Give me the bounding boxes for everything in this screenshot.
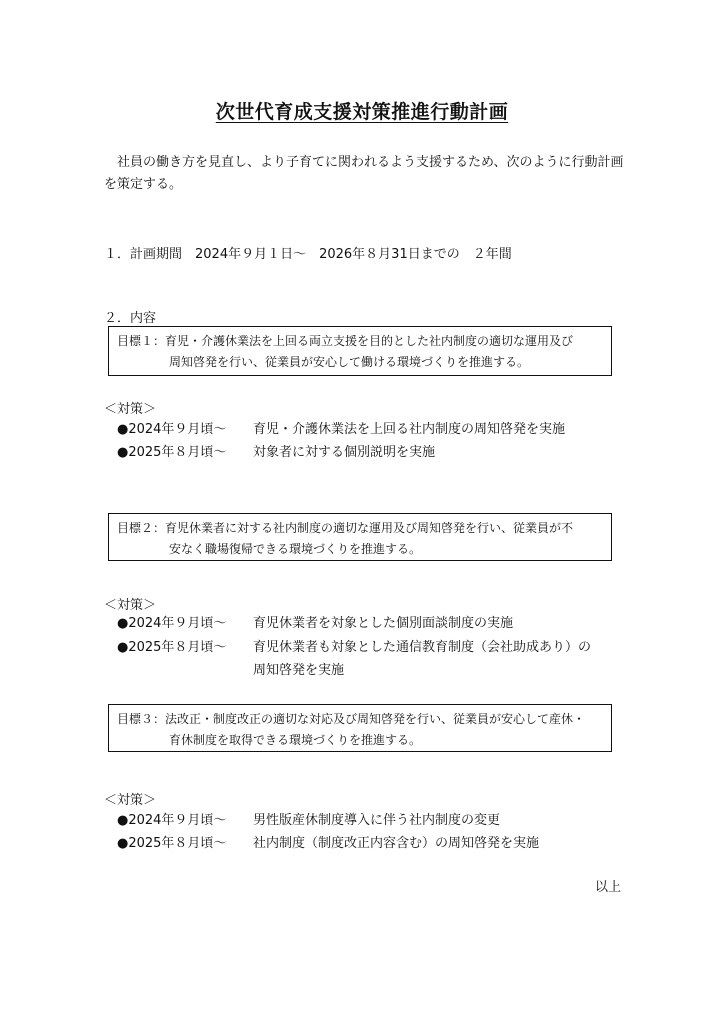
goal-1-line-1: 目標１：育児・介護休業法を上回る両立支援を目的とした社内制度の適切な運用及び [117, 334, 574, 348]
measure-2-2 [117, 636, 591, 655]
closing-text: 以上 [594, 880, 621, 895]
measure-date: ●2024年９月頃～ [117, 813, 227, 828]
measure-text: 社内制度（制度改正内容含む）の周知啓発を実施 [253, 836, 540, 851]
goal-2-line-2: 安なく職場復帰できる環境づくりを推進する。 [169, 542, 422, 556]
content-heading: ２．内容 [104, 311, 157, 326]
goal-3-line-1: 目標３：法改正・制度改正の適切な対応及び周知啓発を行い、従業員が安心して産休・ [117, 712, 586, 726]
measure-1-1 [117, 418, 565, 437]
measure-date: ●2025年８月頃～ [117, 640, 227, 655]
measure-text: 育児・介護休業法を上回る社内制度の周知啓発を実施 [253, 422, 566, 437]
measure-2-1 [117, 612, 513, 631]
measures-heading-3: ＜対策＞ [104, 793, 157, 808]
measure-1-2 [117, 441, 435, 460]
measure-date: ●2025年８月頃～ [117, 445, 227, 460]
goal-3-line-2: 育休制度を取得できる環境づくりを推進する。 [169, 733, 422, 747]
goal-box-3 [108, 704, 612, 752]
measures-heading-2: ＜対策＞ [104, 598, 157, 613]
measure-text: 育児休業者を対象とした個別面談制度の実施 [253, 616, 514, 631]
measure-2-2-continuation: 周知啓発を実施 [253, 663, 345, 678]
measure-date: ●2024年９月頃～ [117, 616, 227, 631]
measure-text: 対象者に対する個別説明を実施 [253, 445, 436, 460]
document-title: 次世代育成支援対策推進行動計画 [215, 101, 509, 123]
measure-text: 育児休業者も対象とした通信教育制度（会社助成あり）の [253, 640, 592, 655]
goal-box-1 [108, 326, 612, 376]
measures-heading-1: ＜対策＞ [104, 402, 157, 417]
plan-period: １．計画期間 2024年９月１日～ 2026年８月31日までの ２年間 [104, 247, 512, 262]
goal-box-2 [108, 513, 612, 561]
measure-3-2 [117, 832, 539, 851]
goal-2-line-1: 目標２：育児休業者に対する社内制度の適切な運用及び周知啓発を行い、従業員が不 [117, 521, 574, 535]
measure-date: ●2025年８月頃～ [117, 836, 227, 851]
measure-3-1 [117, 809, 500, 828]
intro-paragraph: 社員の働き方を見直し、より子育てに関われるよう支援するため、次のように行動計画を策定する。 [104, 155, 624, 192]
goal-1-line-2: 周知啓発を行い、従業員が安心して働ける環境づくりを推進する。 [169, 355, 530, 369]
measure-text: 男性版産休制度導入に伴う社内制度の変更 [253, 813, 501, 828]
measure-date: ●2024年９月頃～ [117, 422, 227, 437]
